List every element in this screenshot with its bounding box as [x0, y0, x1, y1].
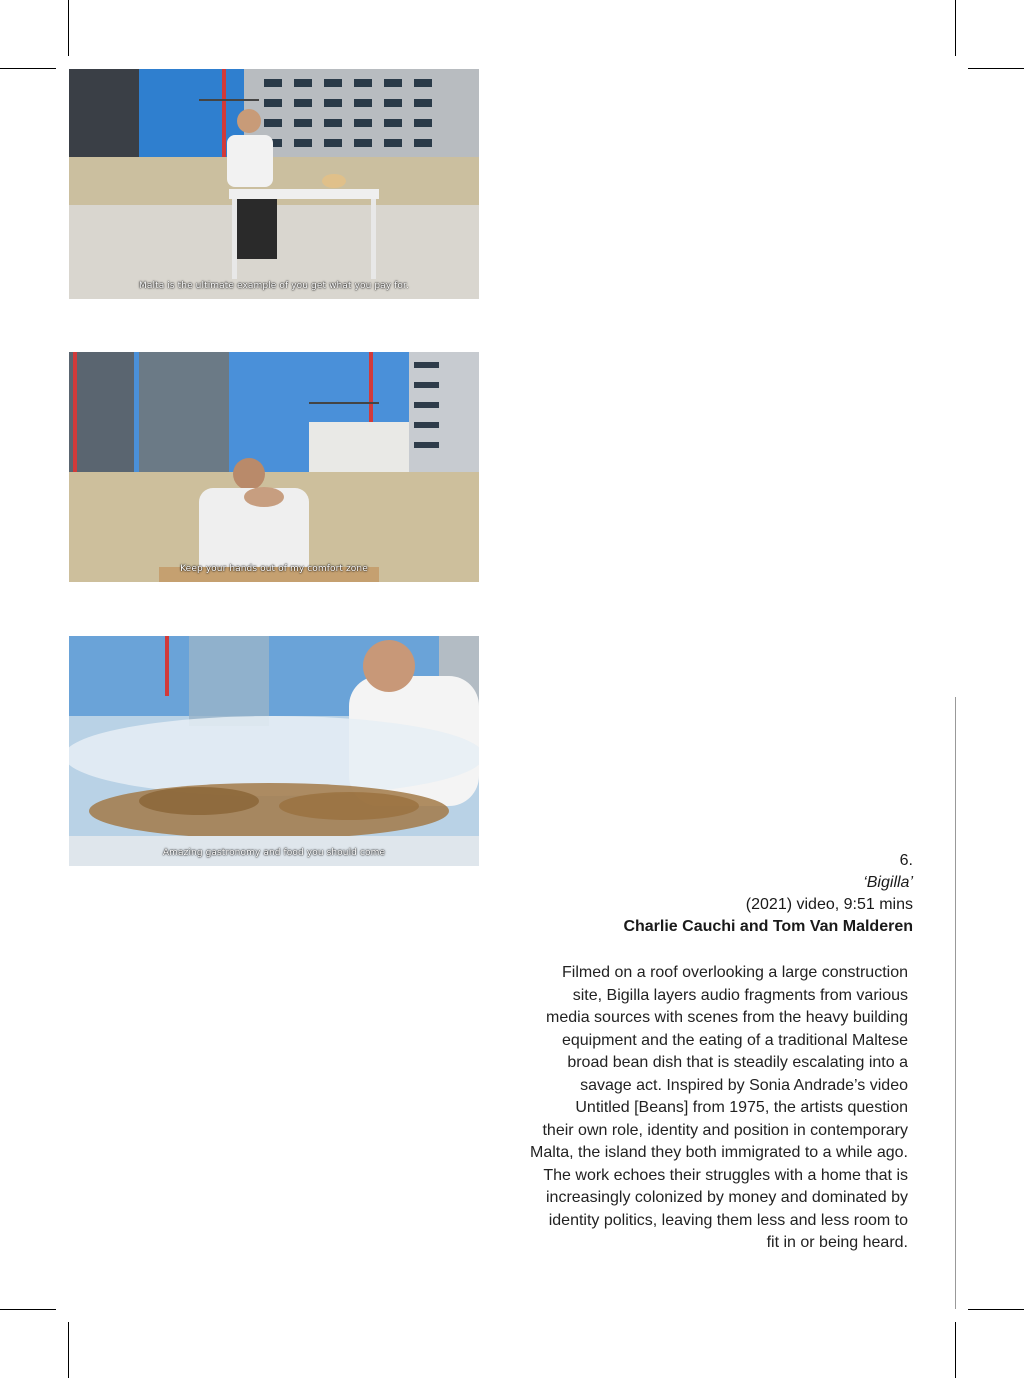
- description-line: The work echoes their struggles with a home that is: [543, 1166, 908, 1184]
- crop-mark: [968, 1309, 1024, 1310]
- still-3-subtitle: Amazing gastronomy and food you should come: [162, 848, 386, 858]
- video-still-2: [69, 352, 479, 582]
- work-meta: (2021) video, 9:51 mins: [745, 896, 913, 913]
- still-1-subtitle: Malta is the ultimate example of you get what you pay for.: [139, 281, 409, 291]
- description-line: site, Bigilla layers audio fragments from various: [572, 986, 908, 1004]
- crop-mark: [0, 68, 56, 69]
- crop-mark: [955, 1322, 956, 1378]
- description-line: fit in or being heard.: [766, 1234, 908, 1251]
- description-line: their own role, identity and position in contemporary: [542, 1121, 908, 1139]
- crop-mark: [955, 0, 956, 56]
- description-line: Filmed on a roof overlooking a large construction: [562, 964, 908, 981]
- still-3-image: [69, 636, 479, 866]
- description-line: identity politics, leaving them less and less room to: [548, 1211, 908, 1229]
- still-1-image: [69, 69, 479, 299]
- description-line: savage act. Inspired by Sonia Andrade’s video: [580, 1076, 908, 1094]
- work-title: ‘Bigilla’: [863, 874, 913, 891]
- description-line: equipment and the eating of a traditional Maltese: [561, 1031, 908, 1049]
- still-2-image: [69, 352, 479, 582]
- video-still-3: [69, 636, 479, 866]
- crop-mark: [968, 68, 1024, 69]
- crop-mark: [68, 1322, 69, 1378]
- crop-mark: [68, 0, 69, 56]
- description-line: Malta, the island they both immigrated to a while ago.: [530, 1144, 908, 1161]
- video-still-1: [69, 69, 479, 299]
- still-2-subtitle: Keep your hands out of my comfort zone: [180, 564, 368, 574]
- page-edge-line: [955, 697, 956, 1309]
- work-caption: [493, 850, 913, 938]
- work-number: 6.: [899, 852, 913, 869]
- description-line: broad bean dish that is steadily escalating into a: [567, 1054, 908, 1071]
- crop-mark: [0, 1309, 56, 1310]
- description-line: increasingly colonized by money and dominated by: [546, 1189, 908, 1206]
- description-line: Untitled [Beans] from 1975, the artists question: [575, 1099, 908, 1116]
- work-artists: Charlie Cauchi and Tom Van Malderen: [623, 918, 913, 935]
- work-description: [478, 962, 908, 1255]
- description-line: media sources with scenes from the heavy building: [546, 1009, 908, 1026]
